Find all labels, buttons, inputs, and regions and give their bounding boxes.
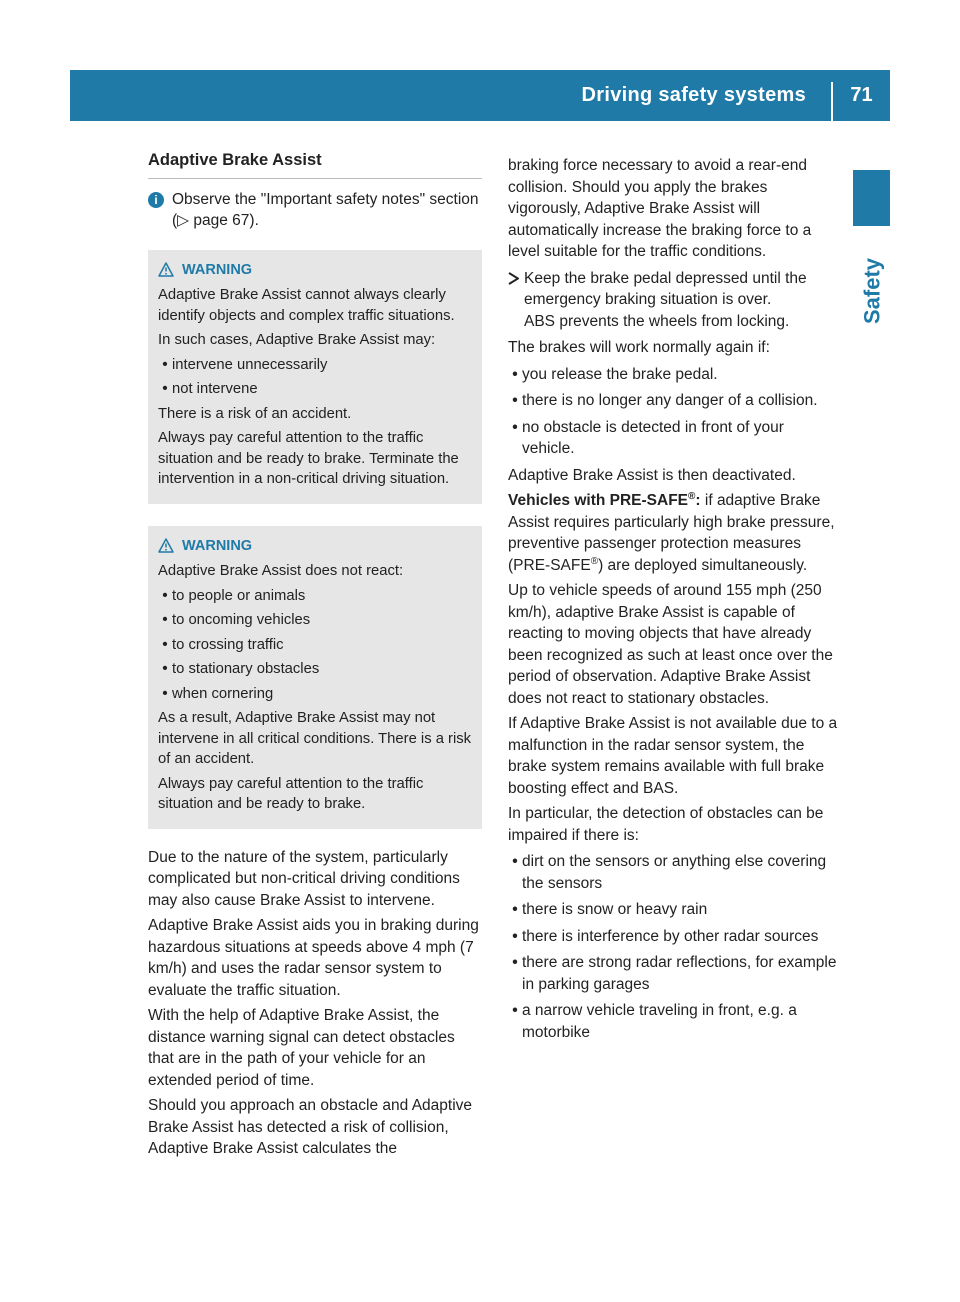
warning-result: As a result, Adaptive Brake Assist may not intervene in all critical conditions. There is a risk of an accident. xyxy=(158,710,472,767)
step-result: ABS prevents the wheels from locking. xyxy=(524,312,790,330)
warning-box-1 xyxy=(148,250,482,504)
chapter-title: Driving safety systems xyxy=(581,84,806,106)
step-text: Keep the brake pedal depressed until the emergency braking situation is over. xyxy=(524,269,807,308)
list-item: • there are strong radar reflections, for example in parking garages xyxy=(512,954,837,993)
warning-lead: In such cases, Adaptive Brake Assist may: xyxy=(158,332,436,348)
list-item: • a narrow vehicle traveling in front, e.g. a motorbike xyxy=(512,1002,797,1041)
list-item: • to people or animals xyxy=(162,587,306,604)
body-paragraph: The brakes will work normally again if: xyxy=(508,339,770,356)
warning-title xyxy=(158,536,474,557)
info-note xyxy=(148,189,482,232)
info-icon: i xyxy=(148,192,164,208)
body-paragraph: Up to vehicle speeds of around 155 mph (250 km/h), adaptive Brake Assist is capable of reacting to moving objects that have already been recognized as such at least once over the period of observation. Adaptive Brake Assist does not react to stationary obstacles. xyxy=(508,582,833,707)
page-number: 71 xyxy=(850,84,873,106)
left-column xyxy=(148,150,482,1164)
body-paragraph: With the help of Adaptive Brake Assist, the distance warning signal can detect obstacles that are in the path of your vehicle for an extended period of time. xyxy=(148,1007,455,1089)
warning-box-2 xyxy=(148,526,482,829)
list-item: • you release the brake pedal. xyxy=(512,365,718,383)
list-item: • no obstacle is detected in front of your vehicle. xyxy=(512,418,784,457)
body-paragraph: Adaptive Brake Assist aids you in braking during hazardous situations at speeds above 4 mph (7 km/h) and uses the radar sensor system to evaluate the traffic situation. xyxy=(148,917,479,999)
body-paragraph: Adaptive Brake Assist is then deactivated. xyxy=(508,466,796,484)
body-paragraph: Due to the nature of the system, particularly complicated but non-critical driving conditions may also cause Brake Assist to intervene. xyxy=(148,848,460,909)
info-text: Observe the "Important safety notes" section (▷ page 67). xyxy=(172,190,479,229)
warning-intro: Adaptive Brake Assist cannot always clearly identify objects and complex traffic situations. xyxy=(158,287,455,324)
list-item: • there is no longer any danger of a collision. xyxy=(512,392,818,409)
list-item: • when cornering xyxy=(162,685,274,702)
page-header xyxy=(70,70,890,121)
warning-risk: There is a risk of an accident. xyxy=(158,405,352,422)
section-heading: Adaptive Brake Assist xyxy=(148,150,482,179)
list-item: • dirt on the sensors or anything else covering the sensors xyxy=(512,853,827,892)
list-item: • to crossing traffic xyxy=(162,636,284,653)
warning-advice: Always pay careful attention to the traffic situation and be ready to brake. xyxy=(158,775,424,812)
instruction-step xyxy=(508,268,838,333)
warning-advice: Always pay careful attention to the traffic situation and be ready to brake. Terminate the intervention in a non-critical driving situation. xyxy=(158,430,459,487)
list-item: • there is interference by other radar sources xyxy=(512,927,819,945)
side-tab xyxy=(853,236,890,346)
warning-triangle-icon xyxy=(158,538,174,553)
list-item: • intervene unnecessarily xyxy=(162,356,328,373)
warning-intro: Adaptive Brake Assist does not react: xyxy=(158,563,404,579)
list-item: • to oncoming vehicles xyxy=(162,612,311,628)
right-column xyxy=(508,155,838,1048)
list-item: • not intervene xyxy=(162,381,258,397)
body-paragraph: In particular, the detection of obstacles can be impaired if there is: xyxy=(508,805,824,844)
body-paragraph: Should you approach an obstacle and Adaptive Brake Assist has detected a risk of collision, Adaptive Brake Assist calculates the xyxy=(148,1097,473,1157)
list-item: • there is snow or heavy rain xyxy=(512,901,708,918)
presafe-label: Vehicles with PRE-SAFE xyxy=(508,492,689,509)
body-paragraph: If Adaptive Brake Assist is not available due to a malfunction in the radar sensor system, the brake system remains available with full brake boosting effect and BAS. xyxy=(508,715,838,797)
side-tab-label: Safety xyxy=(858,257,884,325)
list-item: • to stationary obstacles xyxy=(162,661,320,677)
presafe-paragraph: Vehicles with PRE-SAFE®: if adaptive Brake Assist requires particularly high brake pressure, preventive passenger protection measures (PRE-SAFE®) are deployed simultaneously. xyxy=(508,490,835,574)
warning-label: WARNING xyxy=(182,261,253,278)
body-paragraph: braking force necessary to avoid a rear-end collision. Should you apply the brakes vigorously, Adaptive Brake Assist will automatically increase the braking force to a level suitable for the traffic conditions. xyxy=(508,157,812,260)
warning-title xyxy=(158,260,474,281)
warning-triangle-icon xyxy=(158,262,174,277)
warning-label: WARNING xyxy=(182,537,253,554)
side-marker-block xyxy=(853,170,890,226)
step-arrow-icon xyxy=(508,268,524,333)
